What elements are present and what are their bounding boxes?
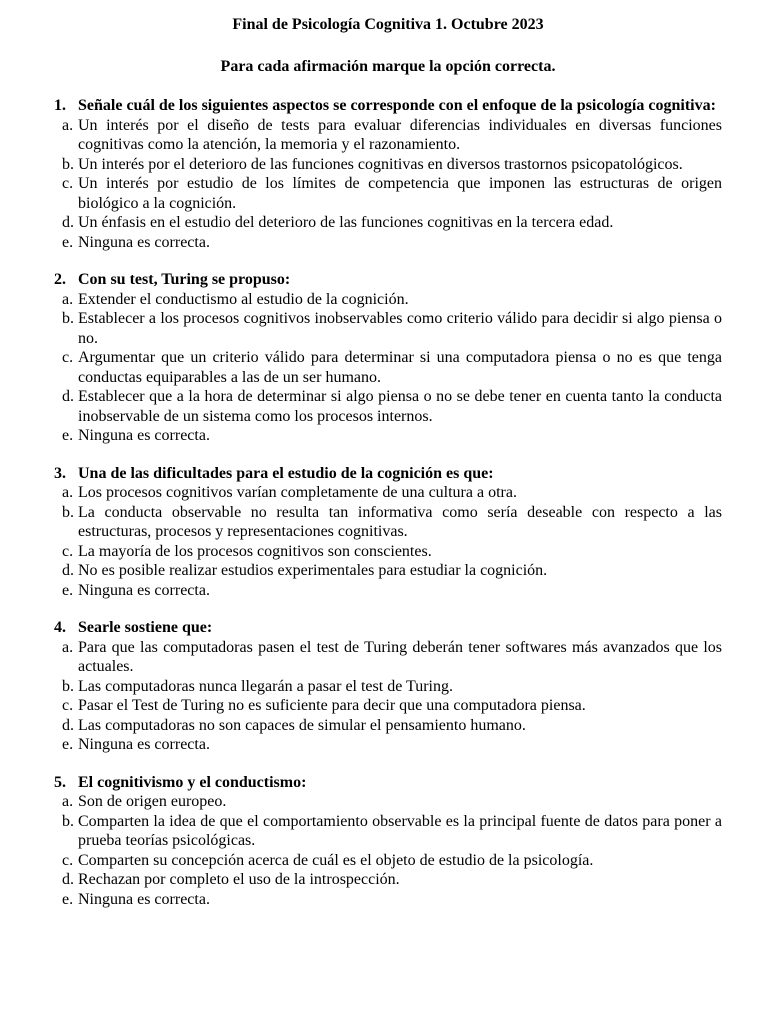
option-letter: d. [62, 388, 74, 405]
option-list [54, 638, 722, 755]
question-number: 5. [54, 773, 66, 791]
answer-option [54, 561, 722, 581]
option-letter: d. [62, 716, 74, 734]
option-letter: c. [62, 697, 74, 714]
option-letter: a. [62, 638, 74, 656]
option-letter: e. [62, 581, 74, 599]
option-text: Las computadoras no son capaces de simular el pensamiento humano. [78, 716, 526, 734]
option-text: Comparten su concepción acerca de cuál es el objeto de estudio de la psicología. [78, 851, 594, 869]
answer-option [54, 213, 722, 233]
answer-option [54, 716, 722, 736]
option-letter: c. [62, 175, 74, 192]
option-letter: a. [62, 793, 74, 810]
answer-option [54, 735, 722, 755]
option-text: Son de origen europeo. [78, 793, 227, 810]
answer-option [54, 155, 722, 175]
option-text: Argumentar que un criterio válido para determinar si una computadora piensa o no es que tenga conductas equiparables a las de un ser humano. [78, 349, 722, 386]
option-text: Comparten la idea de que el comportamiento observable es la principal fuente de datos para poner a prueba teorías psicológicas. [78, 812, 722, 849]
option-letter: b. [62, 155, 74, 173]
option-text: Ninguna es correcta. [78, 427, 210, 444]
question-text: Una de las dificultades para el estudio de la cognición es que: [78, 464, 494, 482]
question-stem [54, 773, 722, 793]
answer-option [54, 503, 722, 542]
question-5 [54, 773, 722, 910]
question-stem [54, 96, 722, 116]
answer-option [54, 233, 722, 253]
option-text: La conducta observable no resulta tan informativa como sería deseable con respecto a las estructuras, procesos y representaciones cognitivas. [78, 503, 722, 540]
option-list [54, 483, 722, 600]
option-letter: a. [62, 484, 74, 501]
answer-option [54, 870, 722, 890]
option-text: Ninguna es correcta. [78, 233, 210, 251]
question-3 [54, 464, 722, 601]
option-text: Rechazan por completo el uso de la introspección. [78, 871, 400, 888]
option-text: Extender el conductismo al estudio de la cognición. [78, 290, 409, 308]
exam-instruction: Para cada afirmación marque la opción correcta. [220, 58, 556, 75]
question-text: Con su test, Turing se propuso: [78, 271, 291, 288]
option-text: Las computadoras nunca llegarán a pasar el test de Turing. [78, 677, 453, 695]
question-stem [54, 270, 722, 290]
question-number: 3. [54, 464, 66, 482]
question-2 [54, 270, 722, 446]
question-number: 4. [54, 619, 66, 636]
option-letter: c. [62, 851, 74, 869]
exam-title: Final de Psicología Cognitiva 1. Octubre 2023 [232, 16, 544, 33]
option-letter: b. [62, 503, 74, 521]
option-letter: b. [62, 677, 74, 695]
question-number: 2. [54, 271, 66, 288]
option-letter: e. [62, 736, 74, 753]
option-text: Establecer a los procesos cognitivos inobservables como criterio válido para decidir si algo piensa o no. [78, 310, 722, 347]
answer-option [54, 542, 722, 562]
answer-option [54, 581, 722, 601]
answer-option [54, 348, 722, 387]
question-text: El cognitivismo y el conductismo: [78, 773, 307, 791]
answer-option [54, 309, 722, 348]
answer-option [54, 483, 722, 503]
option-text: Un interés por estudio de los límites de competencia que imponen las estructuras de origen biológico a la cognición. [78, 175, 722, 212]
option-text: La mayoría de los procesos cognitivos son conscientes. [78, 542, 432, 560]
option-text: Los procesos cognitivos varían completamente de una cultura a otra. [78, 484, 517, 501]
option-letter: b. [62, 812, 74, 830]
answer-option [54, 890, 722, 910]
question-text: Señale cuál de los siguientes aspectos se corresponde con el enfoque de la psicología cognitiva: [78, 97, 716, 114]
option-text: No es posible realizar estudios experimentales para estudiar la cognición. [78, 562, 548, 579]
answer-option [54, 174, 722, 213]
answer-option [54, 290, 722, 310]
option-text: Ninguna es correcta. [78, 581, 210, 599]
option-list [54, 290, 722, 446]
option-letter: e. [62, 427, 74, 444]
question-4 [54, 618, 722, 755]
option-text: Para que las computadoras pasen el test de Turing deberán tener softwares más avanzados que los actuales. [78, 638, 722, 675]
option-letter: a. [62, 290, 74, 308]
answer-option [54, 426, 722, 446]
option-letter: c. [62, 542, 74, 560]
answer-option [54, 851, 722, 871]
question-stem [54, 464, 722, 484]
option-letter: d. [62, 214, 74, 231]
answer-option [54, 116, 722, 155]
option-list [54, 116, 722, 253]
option-letter: d. [62, 871, 74, 888]
option-text: Un énfasis en el estudio del deterioro de las funciones cognitivas en la tercera edad. [78, 214, 614, 231]
option-text: Un interés por el deterioro de las funciones cognitivas en diversos trastornos psicopatológicos. [78, 155, 683, 173]
answer-option [54, 387, 722, 426]
option-text: Pasar el Test de Turing no es suficiente para decir que una computadora piensa. [78, 697, 586, 714]
answer-option [54, 677, 722, 697]
option-letter: a. [62, 116, 74, 134]
answer-option [54, 812, 722, 851]
option-letter: e. [62, 890, 74, 908]
option-letter: c. [62, 349, 74, 366]
option-text: Un interés por el diseño de tests para evaluar diferencias individuales en diversas funciones cognitivas como la atención, la memoria y el razonamiento. [78, 116, 722, 153]
question-number: 1. [54, 97, 66, 114]
option-letter: e. [62, 233, 74, 251]
option-list [54, 792, 722, 909]
option-text: Establecer que a la hora de determinar si algo piensa o no se debe tener en cuenta tanto la conducta inobservable de un sistema como los procesos internos. [78, 388, 722, 425]
answer-option [54, 638, 722, 677]
question-text: Searle sostiene que: [78, 619, 213, 636]
option-text: Ninguna es correcta. [78, 736, 210, 753]
question-list [54, 96, 722, 909]
option-letter: b. [62, 310, 74, 327]
option-text: Ninguna es correcta. [78, 890, 210, 908]
question-stem [54, 618, 722, 638]
answer-option [54, 792, 722, 812]
option-letter: d. [62, 562, 74, 579]
answer-option [54, 696, 722, 716]
question-1 [54, 96, 722, 252]
